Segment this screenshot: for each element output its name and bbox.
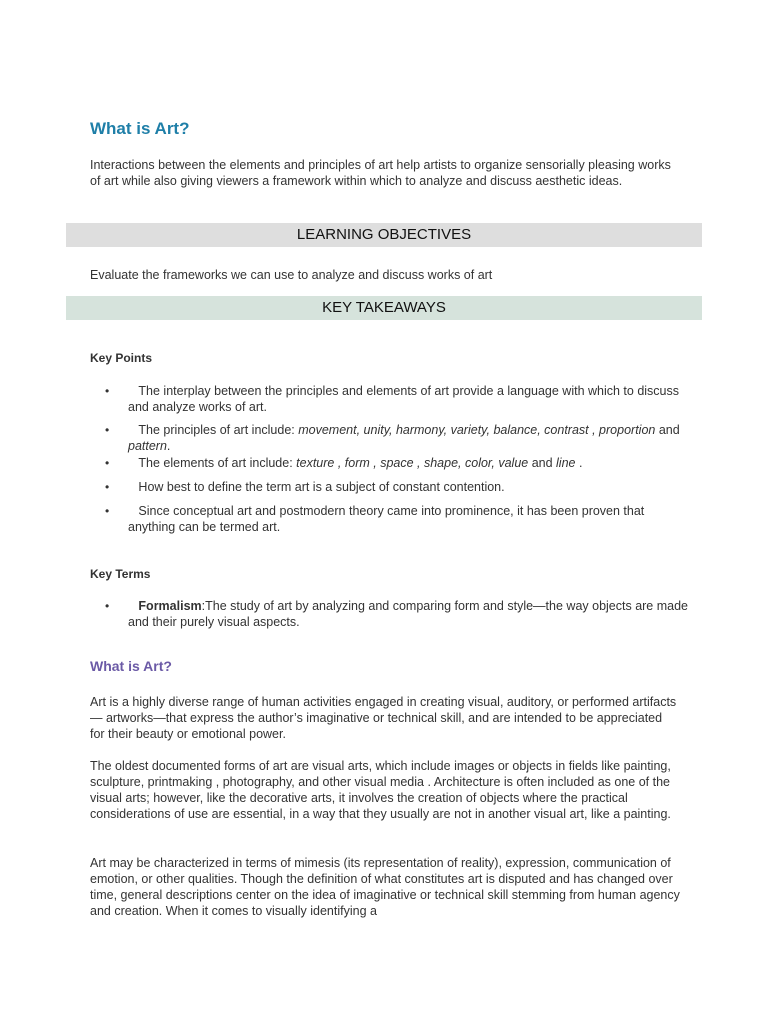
learning-objectives-bar: LEARNING OBJECTIVES (66, 223, 702, 247)
key-points-heading: Key Points (90, 351, 153, 365)
body-paragraph: The oldest documented forms of art are visual arts, which include images or objects in fields like painting, sculpture, printmaking , photography, and other visual media . Architecture is often included as one of the visual arts; however, like the decorative arts, it involves the creation of objects where the practical considerations of use are essential, in a way that they usually are not in another visual art, like a painting. (90, 759, 671, 821)
key-takeaways-bar: KEY TAKEAWAYS (66, 296, 702, 320)
list-item (105, 455, 688, 471)
list-item (105, 598, 688, 630)
list-item (105, 503, 688, 535)
key-point-text: Since conceptual art and postmodern theory came into prominence, it has been proven that anything can be termed art. (128, 504, 645, 534)
body-paragraph: Art is a highly diverse range of human activities engaged in creating visual, auditory, or performed artifacts— artworks—that express the author’s imaginative or technical skill, and are intended to be appreciated for their beauty or emotional power. (90, 695, 677, 741)
section-title: What is Art? (90, 658, 172, 674)
body-paragraph: Art may be characterized in terms of mimesis (its representation of reality), expression, communication of emotion, or other qualities. Though the definition of what constitutes art is disputed and has changed over time, general descriptions center on the idea of imaginative or technical skill stemming from human agency and creation. When it comes to visually identifying a (90, 856, 680, 918)
bullet-icon: • (105, 480, 110, 494)
page-title: What is Art? (90, 119, 190, 138)
bullet-icon: • (105, 599, 110, 613)
key-term-definition: :The study of art by analyzing and comparing form and style—the way objects are made and their purely visual aspects. (128, 599, 688, 629)
key-point-text: How best to define the term art is a subject of constant contention. (138, 480, 505, 494)
key-point-text: The principles of art include: movement, unity, harmony, variety, balance, contrast , proportion and pattern. (128, 423, 680, 453)
learning-objective-text: Evaluate the frameworks we can use to analyze and discuss works of art (90, 268, 493, 282)
list-item (105, 479, 688, 495)
list-item (105, 383, 688, 415)
bullet-icon: • (105, 423, 110, 437)
key-terms-heading: Key Terms (90, 567, 151, 581)
bullet-icon: • (105, 456, 110, 470)
key-point-text: The elements of art include: texture , form , space , shape, color, value and line . (138, 456, 583, 470)
intro-paragraph: Interactions between the elements and principles of art help artists to organize sensorially pleasing works of art while also giving viewers a framework within which to analyze and discuss aesthetic ideas. (90, 158, 671, 188)
key-term-name: Formalism (138, 599, 202, 613)
bullet-icon: • (105, 384, 110, 398)
list-item (105, 422, 688, 454)
bullet-icon: • (105, 504, 110, 518)
key-term-text (128, 599, 688, 629)
key-point-text: The interplay between the principles and elements of art provide a language with which to discuss and analyze works of art. (128, 384, 680, 414)
